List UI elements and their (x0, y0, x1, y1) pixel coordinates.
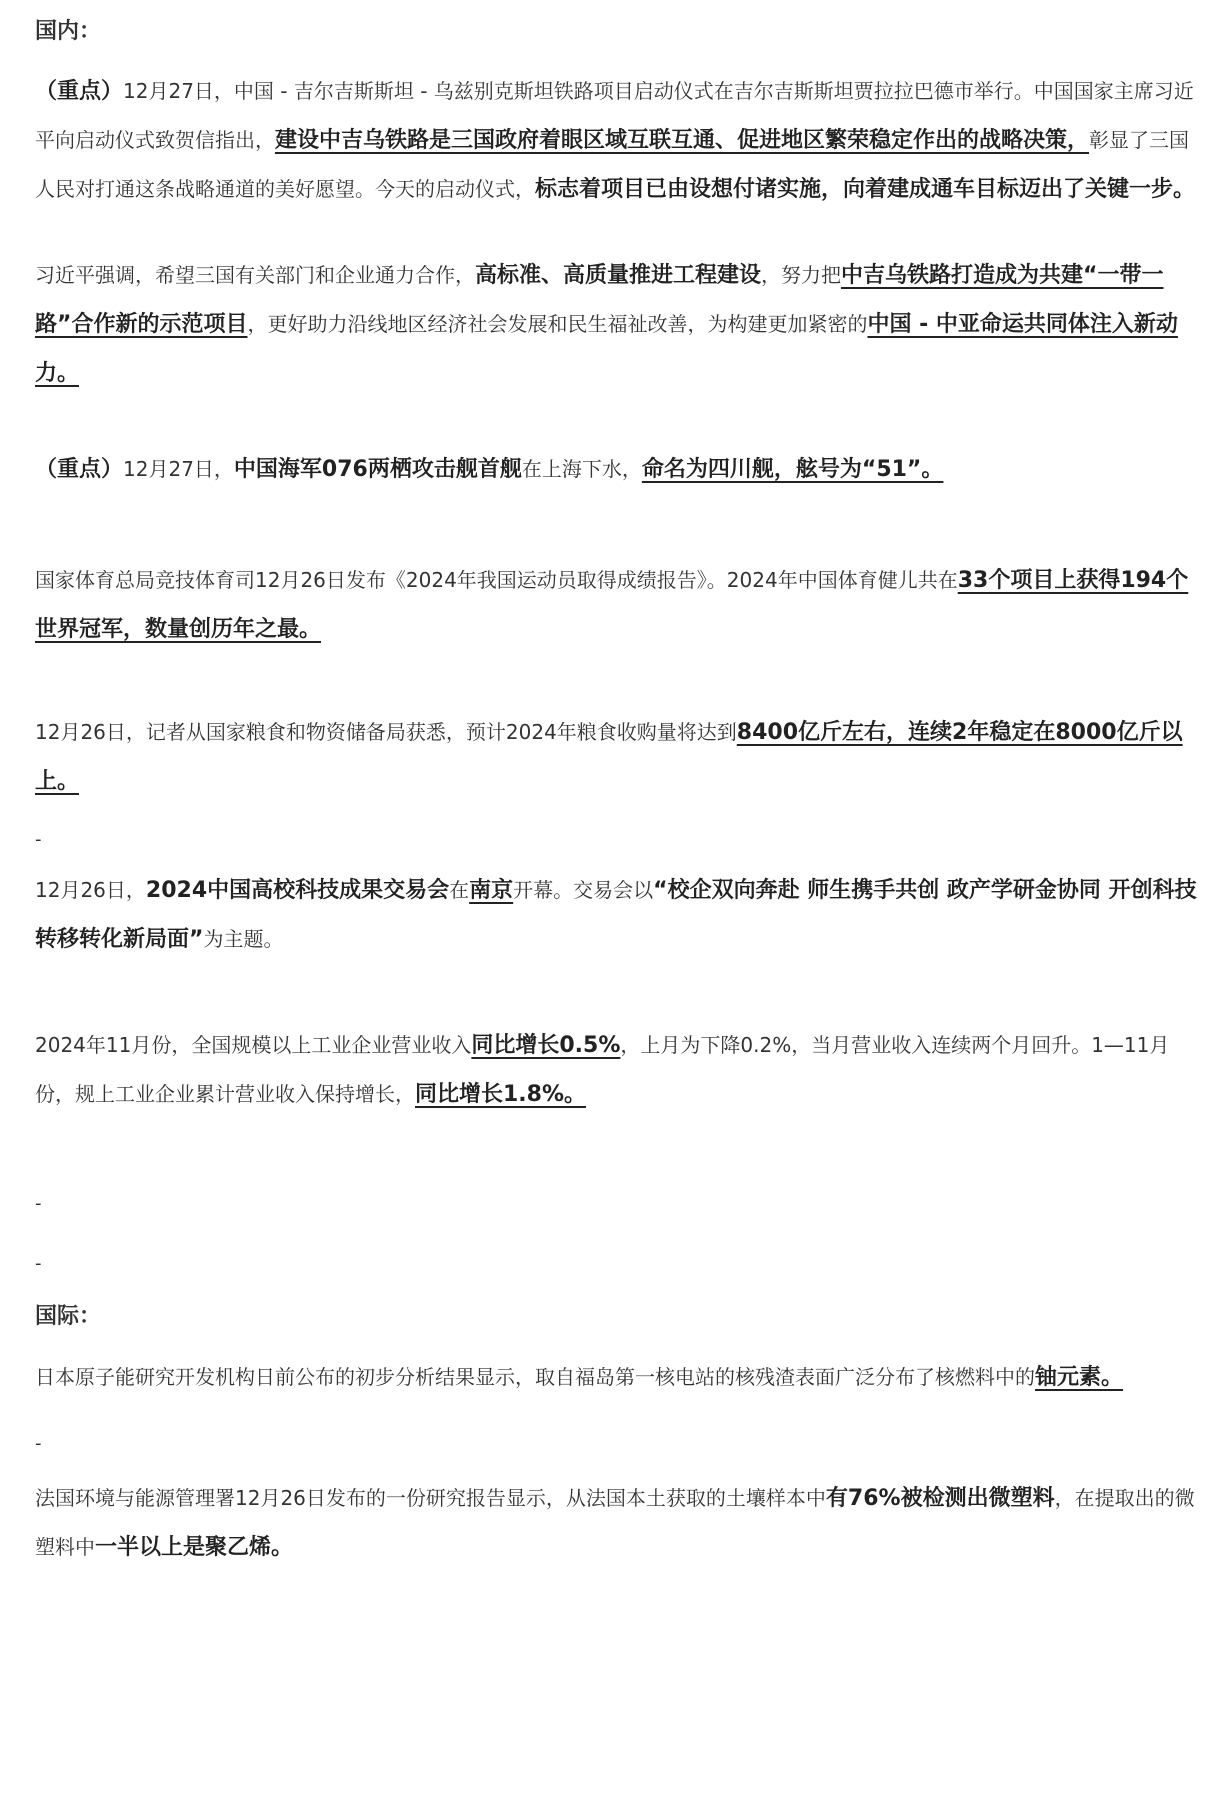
highlight-text: 中国 - 中亚命运共同体注入新动力。 (35, 312, 1178, 386)
highlight-text: 有76%被检测出微塑料 (825, 1486, 1055, 1511)
news-text: 12月26日， (35, 878, 146, 902)
separator-dash: - (35, 829, 42, 850)
highlight-text: 中吉乌铁路打造成为共建“一带一路”合作新的示范项目 (35, 263, 1164, 337)
highlight-text: 建设中吉乌铁路是三国政府着眼区域互联互通、促进地区繁荣稳定作出的战略决策， (275, 128, 1090, 153)
news-text: 在 (449, 878, 470, 902)
news-text: 法国环境与能源管理署12月26日发布的一份研究报告显示，从法国本土获取的土壤样本中 (35, 1486, 826, 1510)
highlight-text: 8400亿斤左右，连续2年稳定在8000亿斤以上。 (35, 720, 1183, 794)
highlight-text: 铀元素。 (1035, 1365, 1124, 1390)
highlight-text: 中国海军076两栖攻击舰首舰 (233, 457, 522, 482)
news-item-industry (35, 1021, 1205, 1119)
separator-dash: - (35, 1253, 42, 1274)
news-text: 12月27日， (123, 457, 234, 481)
news-text: 在上海下水， (521, 457, 642, 481)
news-item-microplastics (35, 1474, 1205, 1572)
news-text: 2024年11月份，全国规模以上工业企业营业收入 (35, 1033, 472, 1057)
news-text: 彰显了三国人民对打通这条战略通道的美好愿望。今天的启动仪式， (35, 128, 1190, 201)
highlight-text: 高标准、高质量推进工程建设 (475, 263, 762, 288)
key-tag: （重点） (35, 79, 124, 104)
highlight-text: 标志着项目已由设想付诸实施，向着建成通车目标迈出了关键一步。 (535, 177, 1196, 202)
highlight-text: 一半以上是聚乙烯。 (95, 1535, 294, 1560)
highlight-text: 命名为四川舰，舷号为“51”。 (641, 457, 944, 482)
news-text: 国家体育总局竞技体育司12月26日发布《2024年我国运动员取得成绩报告》。2024年中国体育健儿共在 (35, 568, 958, 592)
news-text: 12月27日，中国 - 吉尔吉斯斯坦 - 乌兹别克斯坦铁路项目启动仪式在吉尔吉斯斯坦贾拉拉巴德市举行。中国国家主席习近平向启动仪式致贺信指出， (35, 79, 1194, 152)
highlight-text: 南京 (469, 878, 514, 903)
section-heading-domestic: 国内： (35, 19, 102, 44)
news-text: ，在提取出的微塑料中 (35, 1486, 1195, 1559)
separator-dash: - (35, 1433, 42, 1454)
highlight-text: 同比增长1.8%。 (415, 1082, 587, 1107)
section-heading-international: 国际： (35, 1304, 102, 1329)
highlight-text: 同比增长0.5% (471, 1033, 621, 1058)
news-text: 日本原子能研究开发机构日前公布的初步分析结果显示，取自福岛第一核电站的核残渣表面广泛分布了核燃料中的 (35, 1365, 1035, 1389)
news-item-railway-followup (35, 251, 1205, 398)
separator-dash: - (35, 1193, 42, 1214)
news-text: ，更好助力沿线地区经济社会发展和民生福祉改善，为构建更加紧密的 (247, 312, 868, 336)
news-item-tech-fair (35, 866, 1205, 964)
news-item-sports (35, 556, 1205, 654)
key-tag: （重点） (35, 457, 124, 482)
news-text: 开幕。交易会以 (513, 878, 654, 902)
news-item-fukushima (35, 1353, 1205, 1402)
news-text: 为主题。 (203, 927, 284, 951)
highlight-text: “校企双向奔赴 师生携手共创 政产学研金协同 开创科技转移转化新局面” (35, 878, 1197, 952)
news-item-navy (35, 445, 1205, 494)
news-text: ，努力把 (761, 263, 842, 287)
news-item-grain (35, 708, 1205, 806)
highlight-text: 2024中国高校科技成果交易会 (145, 878, 450, 903)
highlight-text: 33个项目上获得194个世界冠军，数量创历年之最。 (35, 568, 1189, 642)
news-text: 12月26日，记者从国家粮食和物资储备局获悉，预计2024年粮食收购量将达到 (35, 720, 737, 744)
news-text: 习近平强调，希望三国有关部门和企业通力合作， (35, 263, 475, 287)
news-text: ，上月为下降0.2%，当月营业收入连续两个月回升。1—11月份，规上工业企业累计营业收入保持增长， (35, 1033, 1170, 1106)
news-item-railway (35, 67, 1205, 214)
